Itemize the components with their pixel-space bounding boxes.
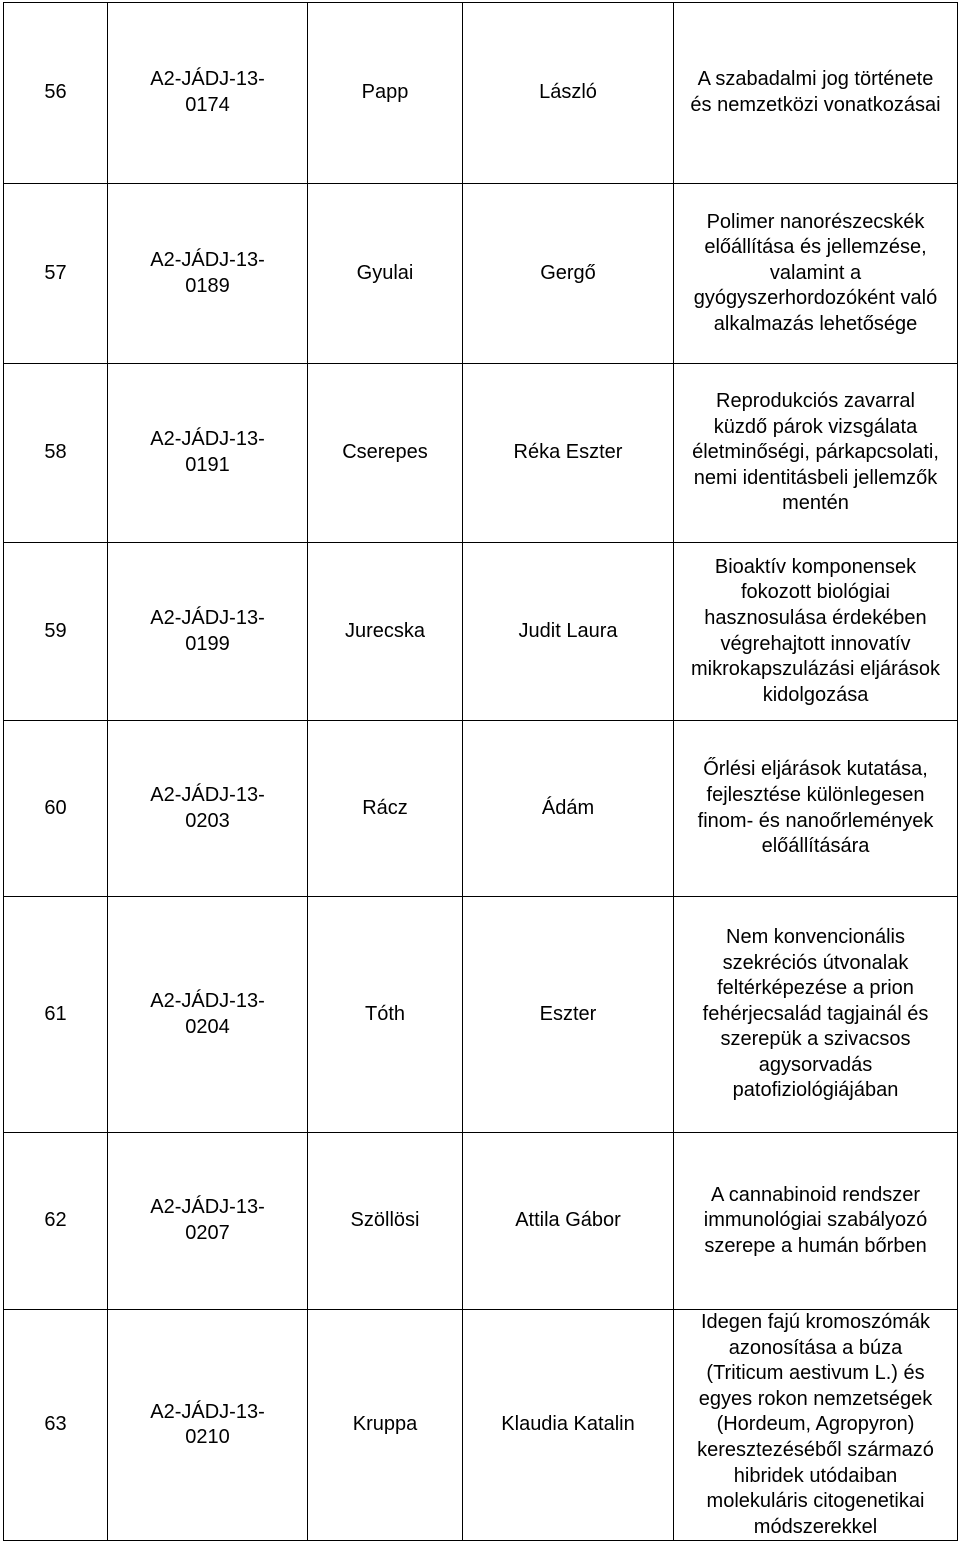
row-number: 61 bbox=[4, 897, 108, 1133]
research-title: Polimer nanorészecskék előállítása és jellemzése, valamint a gyógyszerhordozóként való alkalmazás lehetősége bbox=[674, 184, 958, 364]
surname: Gyulai bbox=[308, 184, 463, 364]
application-code: A2-JÁDJ-13- 0203 bbox=[108, 721, 308, 897]
research-title: Nem konvencionális szekréciós útvonalak feltérképezése a prion fehérjecsalád tagjainál és szerepük a szivacsos agysorvadás patofiziológiájában bbox=[674, 897, 958, 1133]
given-name: Attila Gábor bbox=[463, 1133, 674, 1310]
surname: Tóth bbox=[308, 897, 463, 1133]
table-row bbox=[4, 897, 958, 1133]
row-number: 62 bbox=[4, 1133, 108, 1310]
row-number: 57 bbox=[4, 184, 108, 364]
application-code: A2-JÁDJ-13- 0189 bbox=[108, 184, 308, 364]
row-number: 63 bbox=[4, 1310, 108, 1541]
table-row bbox=[4, 184, 958, 364]
research-title: Reprodukciós zavarral küzdő párok vizsgálata életminőségi, párkapcsolati, nemi identitásbeli jellemzők mentén bbox=[674, 364, 958, 543]
surname: Jurecska bbox=[308, 543, 463, 721]
surname: Papp bbox=[308, 3, 463, 184]
research-title: A szabadalmi jog története és nemzetközi vonatkozásai bbox=[674, 3, 958, 184]
given-name: Réka Eszter bbox=[463, 364, 674, 543]
given-name: Gergő bbox=[463, 184, 674, 364]
row-number: 56 bbox=[4, 3, 108, 184]
row-number: 60 bbox=[4, 721, 108, 897]
given-name: Judit Laura bbox=[463, 543, 674, 721]
surname: Szöllösi bbox=[308, 1133, 463, 1310]
surname: Rácz bbox=[308, 721, 463, 897]
surname: Kruppa bbox=[308, 1310, 463, 1541]
table-row bbox=[4, 3, 958, 184]
given-name: Ádám bbox=[463, 721, 674, 897]
table-row bbox=[4, 1133, 958, 1310]
table-row bbox=[4, 364, 958, 543]
application-code: A2-JÁDJ-13- 0199 bbox=[108, 543, 308, 721]
research-title: Idegen fajú kromoszómák azonosítása a búza (Triticum aestivum L.) és egyes rokon nemzetségek (Hordeum, Agropyron) keresztezéséből származó hibridek utódaiban molekuláris citogenetikai módszerekkel bbox=[674, 1310, 958, 1541]
records-table bbox=[3, 2, 958, 1541]
research-title: Őrlési eljárások kutatása, fejlesztése különlegesen finom- és nanoőrlemények előállítására bbox=[674, 721, 958, 897]
table-row bbox=[4, 721, 958, 897]
given-name: László bbox=[463, 3, 674, 184]
surname: Cserepes bbox=[308, 364, 463, 543]
research-title: A cannabinoid rendszer immunológiai szabályozó szerepe a humán bőrben bbox=[674, 1133, 958, 1310]
application-code: A2-JÁDJ-13- 0191 bbox=[108, 364, 308, 543]
table-row bbox=[4, 543, 958, 721]
application-code: A2-JÁDJ-13- 0174 bbox=[108, 3, 308, 184]
application-code: A2-JÁDJ-13- 0207 bbox=[108, 1133, 308, 1310]
table-row bbox=[4, 1310, 958, 1541]
row-number: 58 bbox=[4, 364, 108, 543]
given-name: Eszter bbox=[463, 897, 674, 1133]
application-code: A2-JÁDJ-13- 0204 bbox=[108, 897, 308, 1133]
research-title: Bioaktív komponensek fokozott biológiai hasznosulása érdekében végrehajtott innovatív mikrokapszulázási eljárások kidolgozása bbox=[674, 543, 958, 721]
row-number: 59 bbox=[4, 543, 108, 721]
given-name: Klaudia Katalin bbox=[463, 1310, 674, 1541]
application-code: A2-JÁDJ-13- 0210 bbox=[108, 1310, 308, 1541]
